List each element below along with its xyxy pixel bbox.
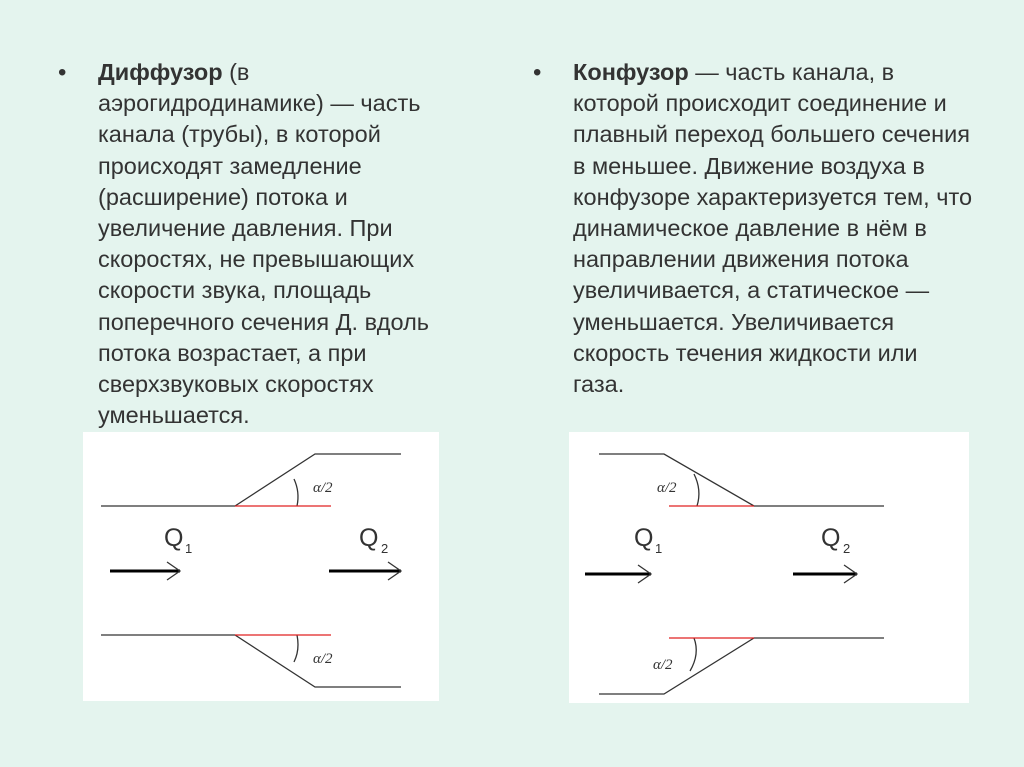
diffuser-diagram-svg	[83, 432, 439, 701]
confuser-bottom-wall	[599, 638, 884, 694]
confuser-bottom-angle-label: α/2	[653, 657, 673, 673]
diffuser-top-angle-arc	[294, 479, 298, 506]
diffuser-bottom-wall	[101, 635, 401, 687]
diffuser-bottom-angle-label: α/2	[313, 651, 333, 667]
diffuser-paragraph	[98, 57, 458, 431]
confuser-diagram	[569, 432, 969, 703]
confuser-diagram-svg	[569, 432, 969, 703]
confuser-paragraph	[573, 57, 973, 400]
diffuser-bottom-angle-arc	[294, 635, 298, 662]
confuser-term: Конфузор	[573, 59, 689, 85]
confuser-definition: — часть канала, в которой происходит соединение и плавный переход большего сечения в меньшее. Движение воздуха в конфузоре характеризуется тем, что динамическое давление в нём в направлении движения потока увеличивается, а статическое — уменьшается. Увеличивается скорость течения жидкости или газа.	[573, 59, 973, 398]
confuser-bottom-angle-arc	[690, 638, 696, 671]
confuser-q2-subscript: 2	[843, 541, 851, 556]
diffuser-q2-label: Q	[359, 524, 379, 552]
confuser-q1-label: Q	[634, 524, 654, 552]
confuser-top-angle-arc	[694, 474, 699, 506]
diffuser-definition: (в аэрогидродинамике) — часть канала (трубы), в которой происходят замедление (расширение) потока и увеличение давления. При скоростях, не превышающих скорости звука, площадь поперечного сечения Д. вдоль потока возрастает, а при сверхзвуковых скоростях уменьшается.	[98, 59, 430, 429]
bullet: •	[58, 59, 67, 86]
diffuser-q1-subscript: 1	[185, 541, 193, 556]
diffuser-diagram	[83, 432, 439, 701]
confuser-q1-subscript: 1	[655, 541, 663, 556]
confuser-q2-label: Q	[821, 524, 841, 552]
diffuser-column	[58, 57, 458, 431]
diffuser-q2-subscript: 2	[381, 541, 389, 556]
bullet: •	[533, 59, 542, 86]
diffuser-term: Диффузор	[98, 59, 223, 85]
confuser-column	[533, 57, 973, 400]
confuser-top-angle-label: α/2	[657, 480, 677, 496]
diffuser-top-wall	[101, 454, 401, 506]
diffuser-q1-label: Q	[164, 524, 184, 552]
confuser-top-wall	[599, 454, 884, 506]
diffuser-top-angle-label: α/2	[313, 480, 333, 496]
